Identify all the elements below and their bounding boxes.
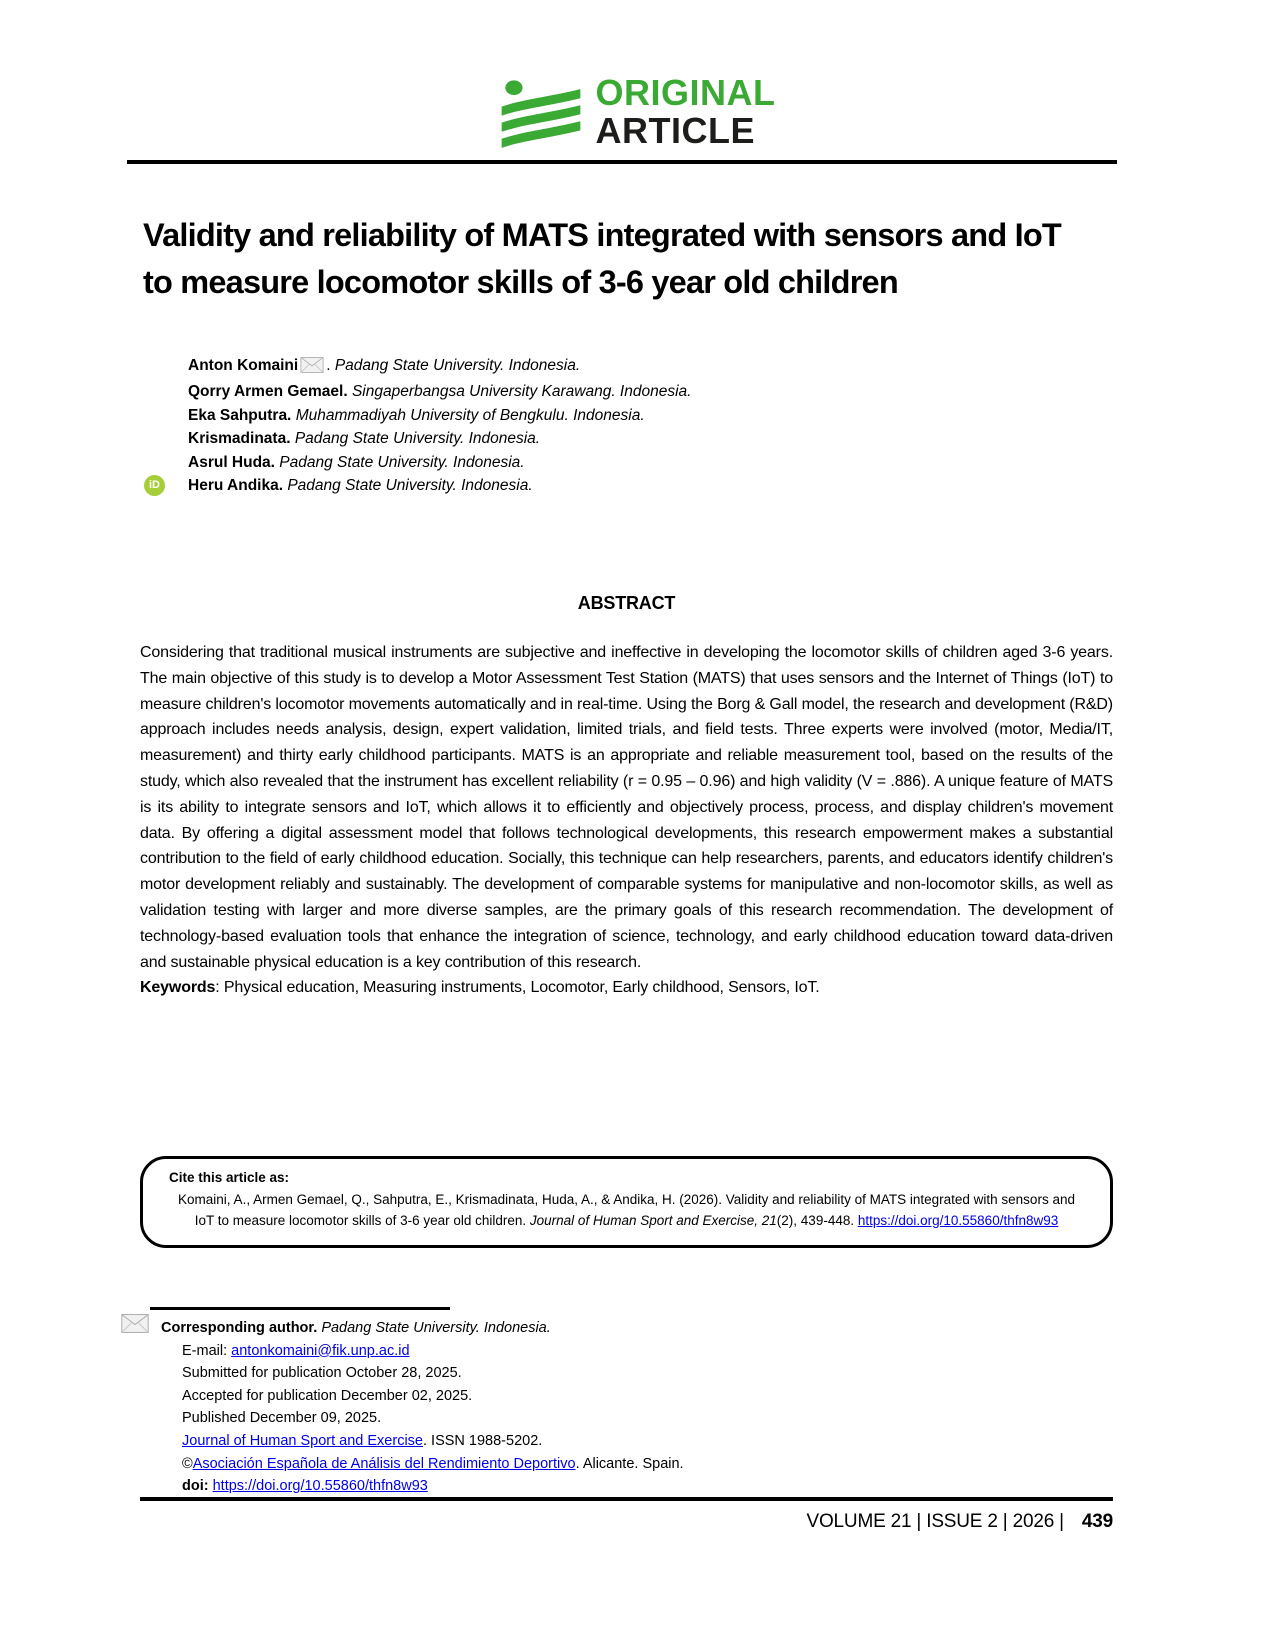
authors-block (149, 354, 692, 497)
doi-label: doi: (182, 1478, 213, 1495)
author-affiliation: Muhammadiyah University of Bengkulu. Indonesia. (295, 406, 645, 424)
author-name: Qorry Armen Gemael. (188, 383, 348, 401)
author-line-1 (188, 354, 691, 380)
journal-badge (596, 74, 776, 150)
keywords-values: : Physical education, Measuring instruments, Locomotor, Early childhood, Sensors, IoT. (215, 979, 820, 997)
author-line-2 (188, 380, 691, 403)
author-name: Anton Komaini (188, 357, 299, 374)
author-name: Asrul Huda. (188, 453, 275, 471)
doi-line (161, 1475, 684, 1498)
author-line-6 (188, 474, 691, 497)
author-separator: . (326, 357, 335, 374)
header-divider (127, 160, 1117, 164)
journal-logo (0, 74, 1275, 150)
submitted-line: Submitted for publication October 28, 2025. (182, 1365, 462, 1382)
author-affiliation: Padang State University. Indonesia. (279, 453, 525, 471)
author-affiliation: Padang State University. Indonesia. (287, 477, 533, 495)
citation-issue-pages: (2), 439-448. (776, 1212, 858, 1228)
footnote-divider (150, 1307, 450, 1310)
citation-authors-title: Komaini, A., Armen Gemael, Q., Sahputra, E., Krismadinata, Huda, A., & Andika, H. (2026). Validity and reliability of MATS integrated with sensors and IoT to measure locomotor skills of 3-6 year old children. (178, 1192, 1075, 1228)
author-affiliation: Padang State University. Indonesia. (294, 430, 541, 448)
doi-link[interactable]: https://doi.org/10.55860/thfn8w93 (212, 1478, 428, 1495)
email-icon (300, 357, 324, 380)
orcid-icon[interactable]: iD (144, 475, 165, 496)
keywords-label: Keywords (140, 979, 216, 997)
journal-logo-icon (500, 80, 582, 150)
abstract-heading: ABSTRACT (577, 593, 676, 613)
association-link[interactable]: Asociación Española de Análisis del Rendimiento Deportivo (192, 1455, 576, 1472)
author-affiliation: Padang State University. Indonesia. (334, 357, 581, 374)
footnote-block (161, 1317, 684, 1498)
corresponding-author-line (161, 1317, 684, 1340)
author-name: Eka Sahputra. (188, 406, 292, 424)
issn-text: . ISSN 1988-5202. (423, 1432, 543, 1449)
page-number: 439 (1081, 1511, 1113, 1532)
association-location: . Alicante. Spain. (575, 1455, 684, 1472)
citation-box (140, 1156, 1113, 1248)
email-link[interactable]: antonkomaini@fik.unp.ac.id (231, 1342, 410, 1359)
author-line-5 (188, 451, 691, 474)
badge-article-label: ARTICLE (595, 110, 755, 151)
citation-doi-link[interactable]: https://doi.org/10.55860/thfn8w93 (857, 1212, 1059, 1228)
accepted-line: Accepted for publication December 02, 2025. (182, 1387, 473, 1404)
published-line: Published December 09, 2025. (182, 1410, 382, 1427)
author-line-4 (188, 427, 691, 450)
copyright-symbol: © (182, 1455, 193, 1472)
author-name: Krismadinata. (188, 430, 291, 448)
abstract-text: Considering that traditional musical instruments are subjective and ineffective in developing the locomotor skills of children aged 3-6 years. The main objective of this study is to develop a Motor Assessment Test Station (MATS) that uses sensors and the Internet of Things (IoT) to measure children's locomotor movements automatically and in real-time. Using the Borg & Gall model, the research and development (R&D) approach includes needs analysis, design, expert validation, limited trials, and field tests. Three experts were involved (motor, Media/IT, measurement) and thirty early childhood participants. MATS is an appropriate and reliable measurement tool, based on the results of the study, which also revealed that the instrument has excellent reliability (r = 0.95 – 0.96) and high validity (V = .886). A unique feature of MATS is its ability to integrate sensors and IoT, which allows it to efficiently and objectively process, process, and display children's movement data. By offering a digital assessment model that follows technological developments, this research empowerment makes a substantial contribution to the field of early childhood education. Socially, this technique can help researchers, parents, and educators identify children's motor development reliably and sustainably. The development of comparable systems for manipulative and non-locomotor skills, as well as validation testing with larger and more diverse samples, are the primary goals of this research recommendation. The development of technology-based evaluation tools that enhance the integration of science, technology, and early childhood education toward data-driven and sustainable physical education is a key contribution of this research. (140, 644, 1113, 971)
article-title: Validity and reliability of MATS integrated with sensors and IoT to measure locomotor skills of 3-6 year old children (143, 217, 1061, 300)
footer-divider (140, 1497, 1113, 1501)
author-affiliation: Singaperbangsa University Karawang. Indonesia. (351, 383, 692, 401)
email-label: E-mail: (182, 1342, 232, 1359)
corresponding-author-label: Corresponding author. (161, 1320, 318, 1336)
journal-line (161, 1430, 684, 1453)
badge-original-label: ORIGINAL (595, 72, 776, 113)
author-name: Heru Andika. (188, 477, 284, 495)
journal-link[interactable]: Journal of Human Sport and Exercise (182, 1432, 423, 1449)
association-line (161, 1453, 684, 1476)
abstract-section (140, 640, 1113, 1001)
citation-journal: Journal of Human Sport and Exercise, 21 (529, 1212, 777, 1228)
citation-text (169, 1190, 1084, 1231)
author-line-3 (188, 404, 691, 427)
page-footer (807, 1511, 1114, 1533)
keywords-line (140, 975, 1113, 1001)
email-line (161, 1340, 684, 1363)
citation-label: Cite this article as: (169, 1170, 290, 1185)
volume-issue-text: VOLUME 21 | ISSUE 2 | 2026 | (806, 1511, 1064, 1532)
corresponding-email-icon (121, 1314, 149, 1338)
corresponding-author-affiliation: Padang State University. Indonesia. (321, 1320, 551, 1336)
